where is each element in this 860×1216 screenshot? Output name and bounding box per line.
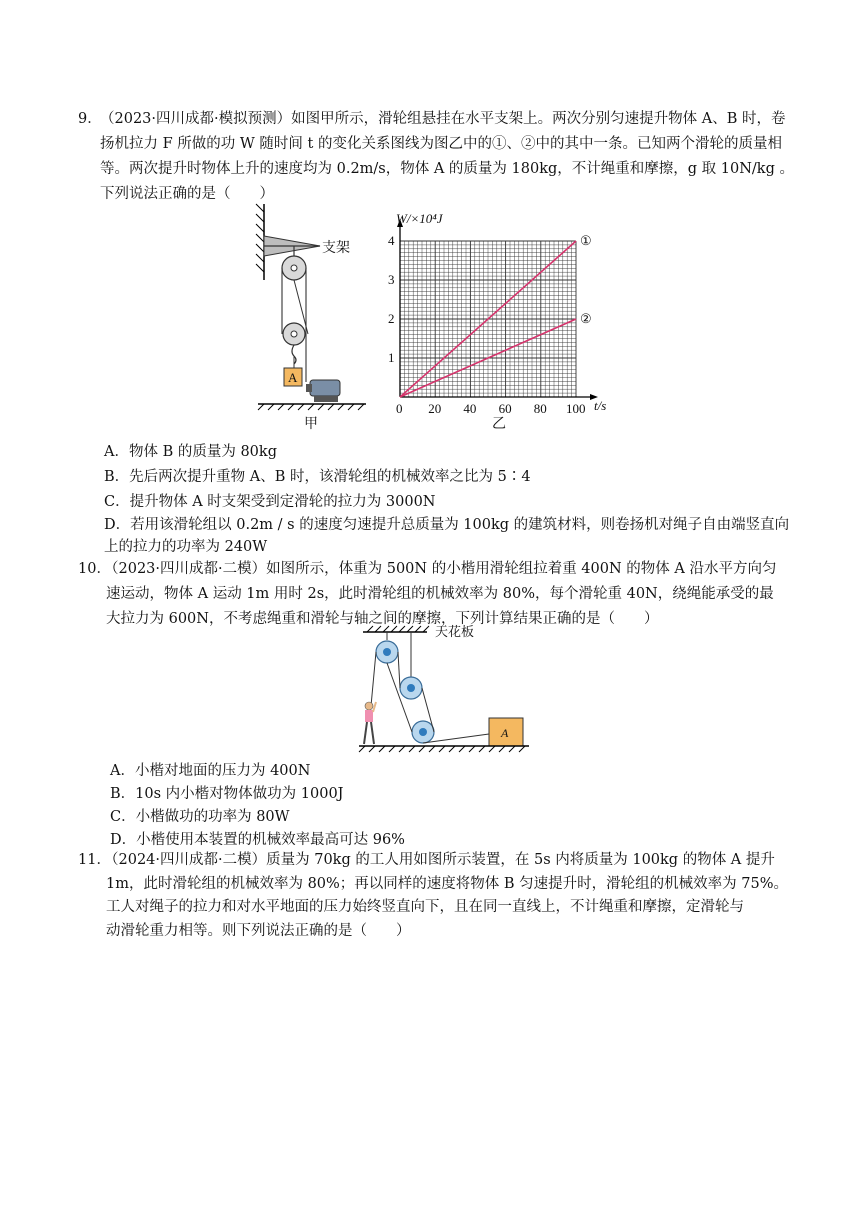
- x-tick-label: 80: [533, 401, 547, 416]
- x-tick-label: 60: [498, 401, 512, 416]
- y-tick-label: 1: [388, 350, 395, 365]
- question-text-line3: 大拉力为 600N，不考虑绳重和滑轮与轴之间的摩擦，下列计算结果正确的是（ ）: [106, 611, 659, 627]
- series-label: ②: [580, 311, 592, 326]
- question-10: [78, 557, 798, 632]
- ceiling-label: 天花板: [435, 624, 475, 639]
- figure-caption-jia: 甲: [304, 417, 318, 432]
- question-9: [78, 107, 798, 207]
- q10-option-d: D．小楷使用本装置的机械效率最高可达 96%: [110, 832, 405, 848]
- y-axis-label: W/×10⁴J: [396, 211, 443, 226]
- q9-option-a: A．物体 B 的质量为 80kg: [104, 444, 277, 460]
- q9-option-b: B．先后两次提升重物 A、B 时，该滑轮组的机械效率之比为 5∶4: [104, 469, 531, 485]
- q10-option-b: B．10s 内小楷对物体做功为 1000J: [110, 786, 344, 802]
- y-tick-label: 4: [388, 233, 395, 248]
- figure-q10: [355, 622, 545, 756]
- figure-yi-chart: [360, 205, 630, 433]
- figure-jia: [250, 202, 370, 434]
- question-text-line1: （2023·四川成都·二模）如图所示，体重为 500N 的小楷用滑轮组拉着重 400N 的物体 A 沿水平方向匀: [104, 561, 777, 577]
- q9-option-d-line1: D．若用该滑轮组以 0.2m / s 的速度匀速提升总质量为 100kg 的建筑材料，则卷扬机对绳子自由端竖直向: [104, 517, 790, 533]
- question-text-line2: 1m，此时滑轮组的机械效率为 80%；再以同样的速度将物体 B 匀速提升时，滑轮组的机械效率为 75%。: [106, 875, 789, 892]
- q10-option-a: A．小楷对地面的压力为 400N: [110, 763, 311, 779]
- q9-option-c: C．提升物体 A 时支架受到定滑轮的拉力为 3000N: [104, 494, 436, 510]
- y-tick-label: 3: [388, 272, 395, 287]
- x-axis-label: t/s: [594, 398, 607, 413]
- x-tick-label: 0: [396, 401, 403, 416]
- question-11: [78, 849, 798, 943]
- question-text: （2023·四川成都·模拟预测）如图甲所示，滑轮组悬挂在水平支架上。两次分别匀速提升物体 A、B 时，卷扬机拉力 F 所做的功 W 随时间 t 的变化关系图线为图乙中的①、②中的其中一条。已知两个滑轮的质量相等。两次提升时物体上升的速度均为 0.2m/s，物体 A 的质量为 180kg，不计绳重和摩擦，g 取 10N/kg 。下列说法正确的是（ ）: [100, 111, 794, 202]
- q10-block-a-label: A: [501, 726, 509, 740]
- figure-caption-yi: 乙: [492, 417, 506, 432]
- question-number: 10．: [78, 561, 111, 577]
- question-number: 9．: [78, 111, 102, 127]
- question-number: 11．: [78, 852, 111, 868]
- q10-option-c: C．小楷做功的功率为 80W: [110, 809, 290, 825]
- x-tick-label: 40: [463, 401, 477, 416]
- q9-option-d-line2: 上的拉力的功率为 240W: [104, 539, 268, 555]
- question-text-line1: （2024·四川成都·二模）质量为 70kg 的工人用如图所示装置，在 5s 内将质量为 100kg 的物体 A 提升: [104, 852, 775, 868]
- question-text-line2: 速运动，物体 A 运动 1m 用时 2s，此时滑轮组的机械效率为 80%，每个滑轮重 40N，绕绳能承受的最: [106, 586, 774, 602]
- question-text-line3: 工人对绳子的拉力和对水平地面的压力始终竖直向下，且在同一直线上，不计绳重和摩擦，定滑轮与: [106, 899, 744, 915]
- question-text-line4: 动滑轮重力相等。则下列说法正确的是（ ）: [106, 922, 411, 939]
- series-label: ①: [580, 233, 592, 248]
- block-a-label: A: [288, 370, 298, 385]
- bracket-label: 支架: [322, 241, 350, 256]
- y-tick-label: 2: [388, 311, 395, 326]
- x-tick-label: 100: [566, 401, 586, 416]
- x-tick-label: 20: [428, 401, 442, 416]
